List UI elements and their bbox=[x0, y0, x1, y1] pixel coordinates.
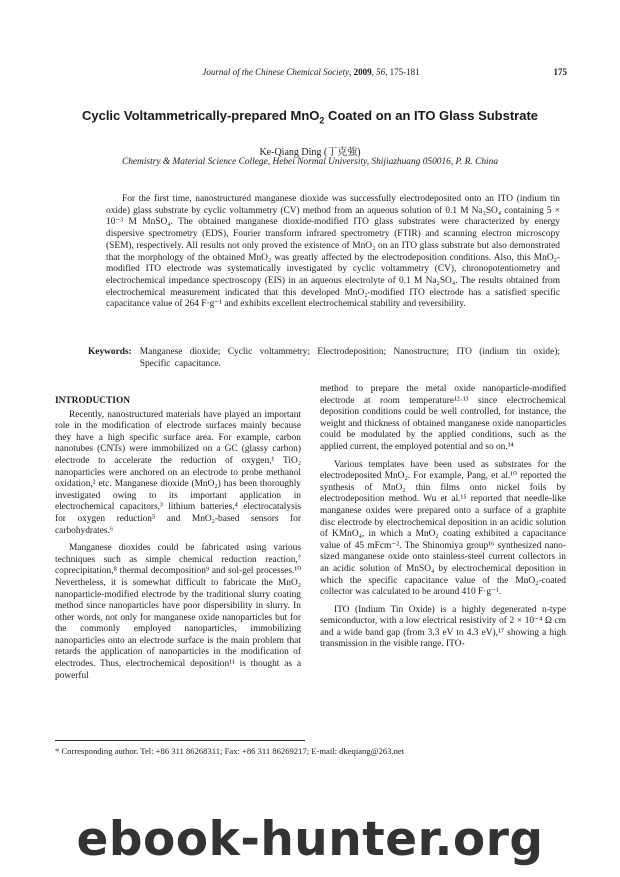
journal-year: 2009 bbox=[353, 67, 372, 77]
keywords bbox=[88, 346, 560, 370]
journal-pages: 175-181 bbox=[389, 67, 420, 77]
footnote-rule bbox=[55, 740, 305, 741]
paragraph: ITO (Indium Tin Oxide) is a highly degenerated n-type semiconductor, with a low electrical resistivity of 2 × 10⁻⁴ Ω cm and a wide band gap (from 3.3 eV to 4.3 eV),¹⁷ showing a high transmission in the visible range. ITO- bbox=[320, 604, 566, 650]
author-line: Ke-Qiang Ding (丁克強) bbox=[259, 147, 361, 158]
paper-title bbox=[40, 108, 580, 126]
corresponding-author-footnote: * Corresponding author. Tel: +86 311 86268311; Fax: +86 311 86269217; E-mail: dkeqiang@263.net bbox=[55, 746, 405, 756]
paragraph: Manganese dioxides could be fabricated using various techniques such as simple chemical reduction reaction,⁷ coprecipitation,⁸ thermal decomposition⁹ and sol-gel processes.¹⁰ Nevertheless, it is somewhat difficult to fabricate the MnO₂ nanoparticle-modified electrode by the traditional slurry coating method since nanoparticles have poor dispersibility in slurry. In other words, not only for manganese oxide nanoparticles but for the commonly employed nanoparticles, immobilizing nanoparticles onto an electrode surface is the main problem that retards the application of nanoparticles in the modification of electrodes. Thus, electrochemical deposition¹¹ is thought as a powerful bbox=[55, 543, 301, 681]
journal-volume: 56 bbox=[376, 67, 386, 77]
title-prefix: Cyclic Voltammetrically-prepared MnO bbox=[81, 108, 320, 123]
journal-citation: Journal of the Chinese Chemical Society, 2009, 56, 175-181 bbox=[202, 67, 420, 77]
title-subscript: 2 bbox=[319, 115, 325, 126]
paragraph: Various templates have been used as substrates for the electrodeposited MnO₂. For example, Pang, et al.¹⁰ reported the synthesis of MnO₂ thin films onto nickel foils by electrodeposition method. Wu et al.¹⁵ reported that needle-like manganese oxides were prepared onto a surface of a graphite disc electrode by electrochemical deposition in an acidic solution of KMnO₄, in which a MnO₂ coating exhibited a capacitance value of 45 mFcm⁻². The Shinomiya group¹⁶ synthesized nano-sized manganese oxide onto stainless-steel current collectors in an acidic solution of MnSO₄ by electrochemical deposition in which the specific capacitance value of the MnO₂-coated collector was calculated to be around 410 F·g⁻¹. bbox=[320, 459, 566, 598]
journal-name: Journal of the Chinese Chemical Society bbox=[202, 67, 350, 77]
abstract: For the first time, nanostructured manganese dioxide was successfully electrodeposited onto an ITO (indium tin oxide) glass substrate by cyclic voltammetry (CV) method from an aqueous solution of 0.1 M Na₂SO₄ containing 5 × 10⁻³ M MnSO₄. The obtained manganese dioxide-modified ITO glass substrates were characterized by energy dispersive spectrometry (EDS), Fourier transform infrared spectrometry (FTIR) and scanning electron microscopy (SEM), respectively. All results not only proved the existence of MnO₂ on an ITO glass substrate but also demonstrated that the morphology of the obtained MnO₂ was greatly affected by the electrodeposition conditions. Also, this MnO₂-modified ITO electrode was systematically investigated by cyclic voltammetry (CV), chronopotentiometry and electrochemical impedance spectroscopy (EIS) in an aqueous electrolyte of 0.1 M Na₂SO₄. The results obtained from electrochemical measurement indicated that this developed MnO₂-modified ITO electrode has a satisfied specific capacitance value of 264 F·g⁻¹ and exhibits excellent electrochemical stability and reversibility. bbox=[106, 194, 560, 310]
right-column bbox=[320, 384, 566, 657]
section-heading-introduction: INTRODUCTION bbox=[55, 396, 131, 406]
affiliation: Chemistry & Material Science College, Hebei Normal University, Shijiazhuang 050016, P. R. China bbox=[121, 157, 499, 167]
keywords-label: Keywords: bbox=[88, 347, 132, 357]
title-suffix: Coated on an ITO Glass Substrate bbox=[324, 108, 539, 123]
keywords-text: Manganese dioxide; Cyclic voltammetry; Electrodeposition; Nanostructure; ITO (indium tin oxide); Specific capacitance. bbox=[139, 347, 560, 369]
page-number: 175 bbox=[553, 67, 567, 77]
watermark: ebook-hunter.org bbox=[76, 812, 544, 867]
paragraph: Recently, nanostructured materials have played an important role in the modification of electrode surfaces mainly because they have a high specific surface area. For example, carbon nanotubes (CNTs) were immobilized on a GC (glassy carbon) electrode to accelerate the reduction of oxygen,¹ TiO₂ nanoparticles were anchored on an electrode to probe methanol oxidation,² etc. Manganese dioxide (MnO₂) has been thoroughly investigated owing to its important application in electrochemical capacitors,³ lithium batteries,⁴ electrocatalysis for oxygen reduction⁵ and MnO₂-based sensors for carbohydrates.⁶ bbox=[55, 409, 301, 536]
paragraph: method to prepare the metal oxide nanoparticle-modified electrode at room temperature¹²·¹³ since electrochemical deposition conditions could be well controlled, for instance, the weight and thickness of obtained manganese oxide nanoparticles could be modulated by the applied conditions, such as the applied current, the employed potential and so on.¹⁴ bbox=[320, 384, 566, 452]
left-column bbox=[55, 396, 301, 688]
